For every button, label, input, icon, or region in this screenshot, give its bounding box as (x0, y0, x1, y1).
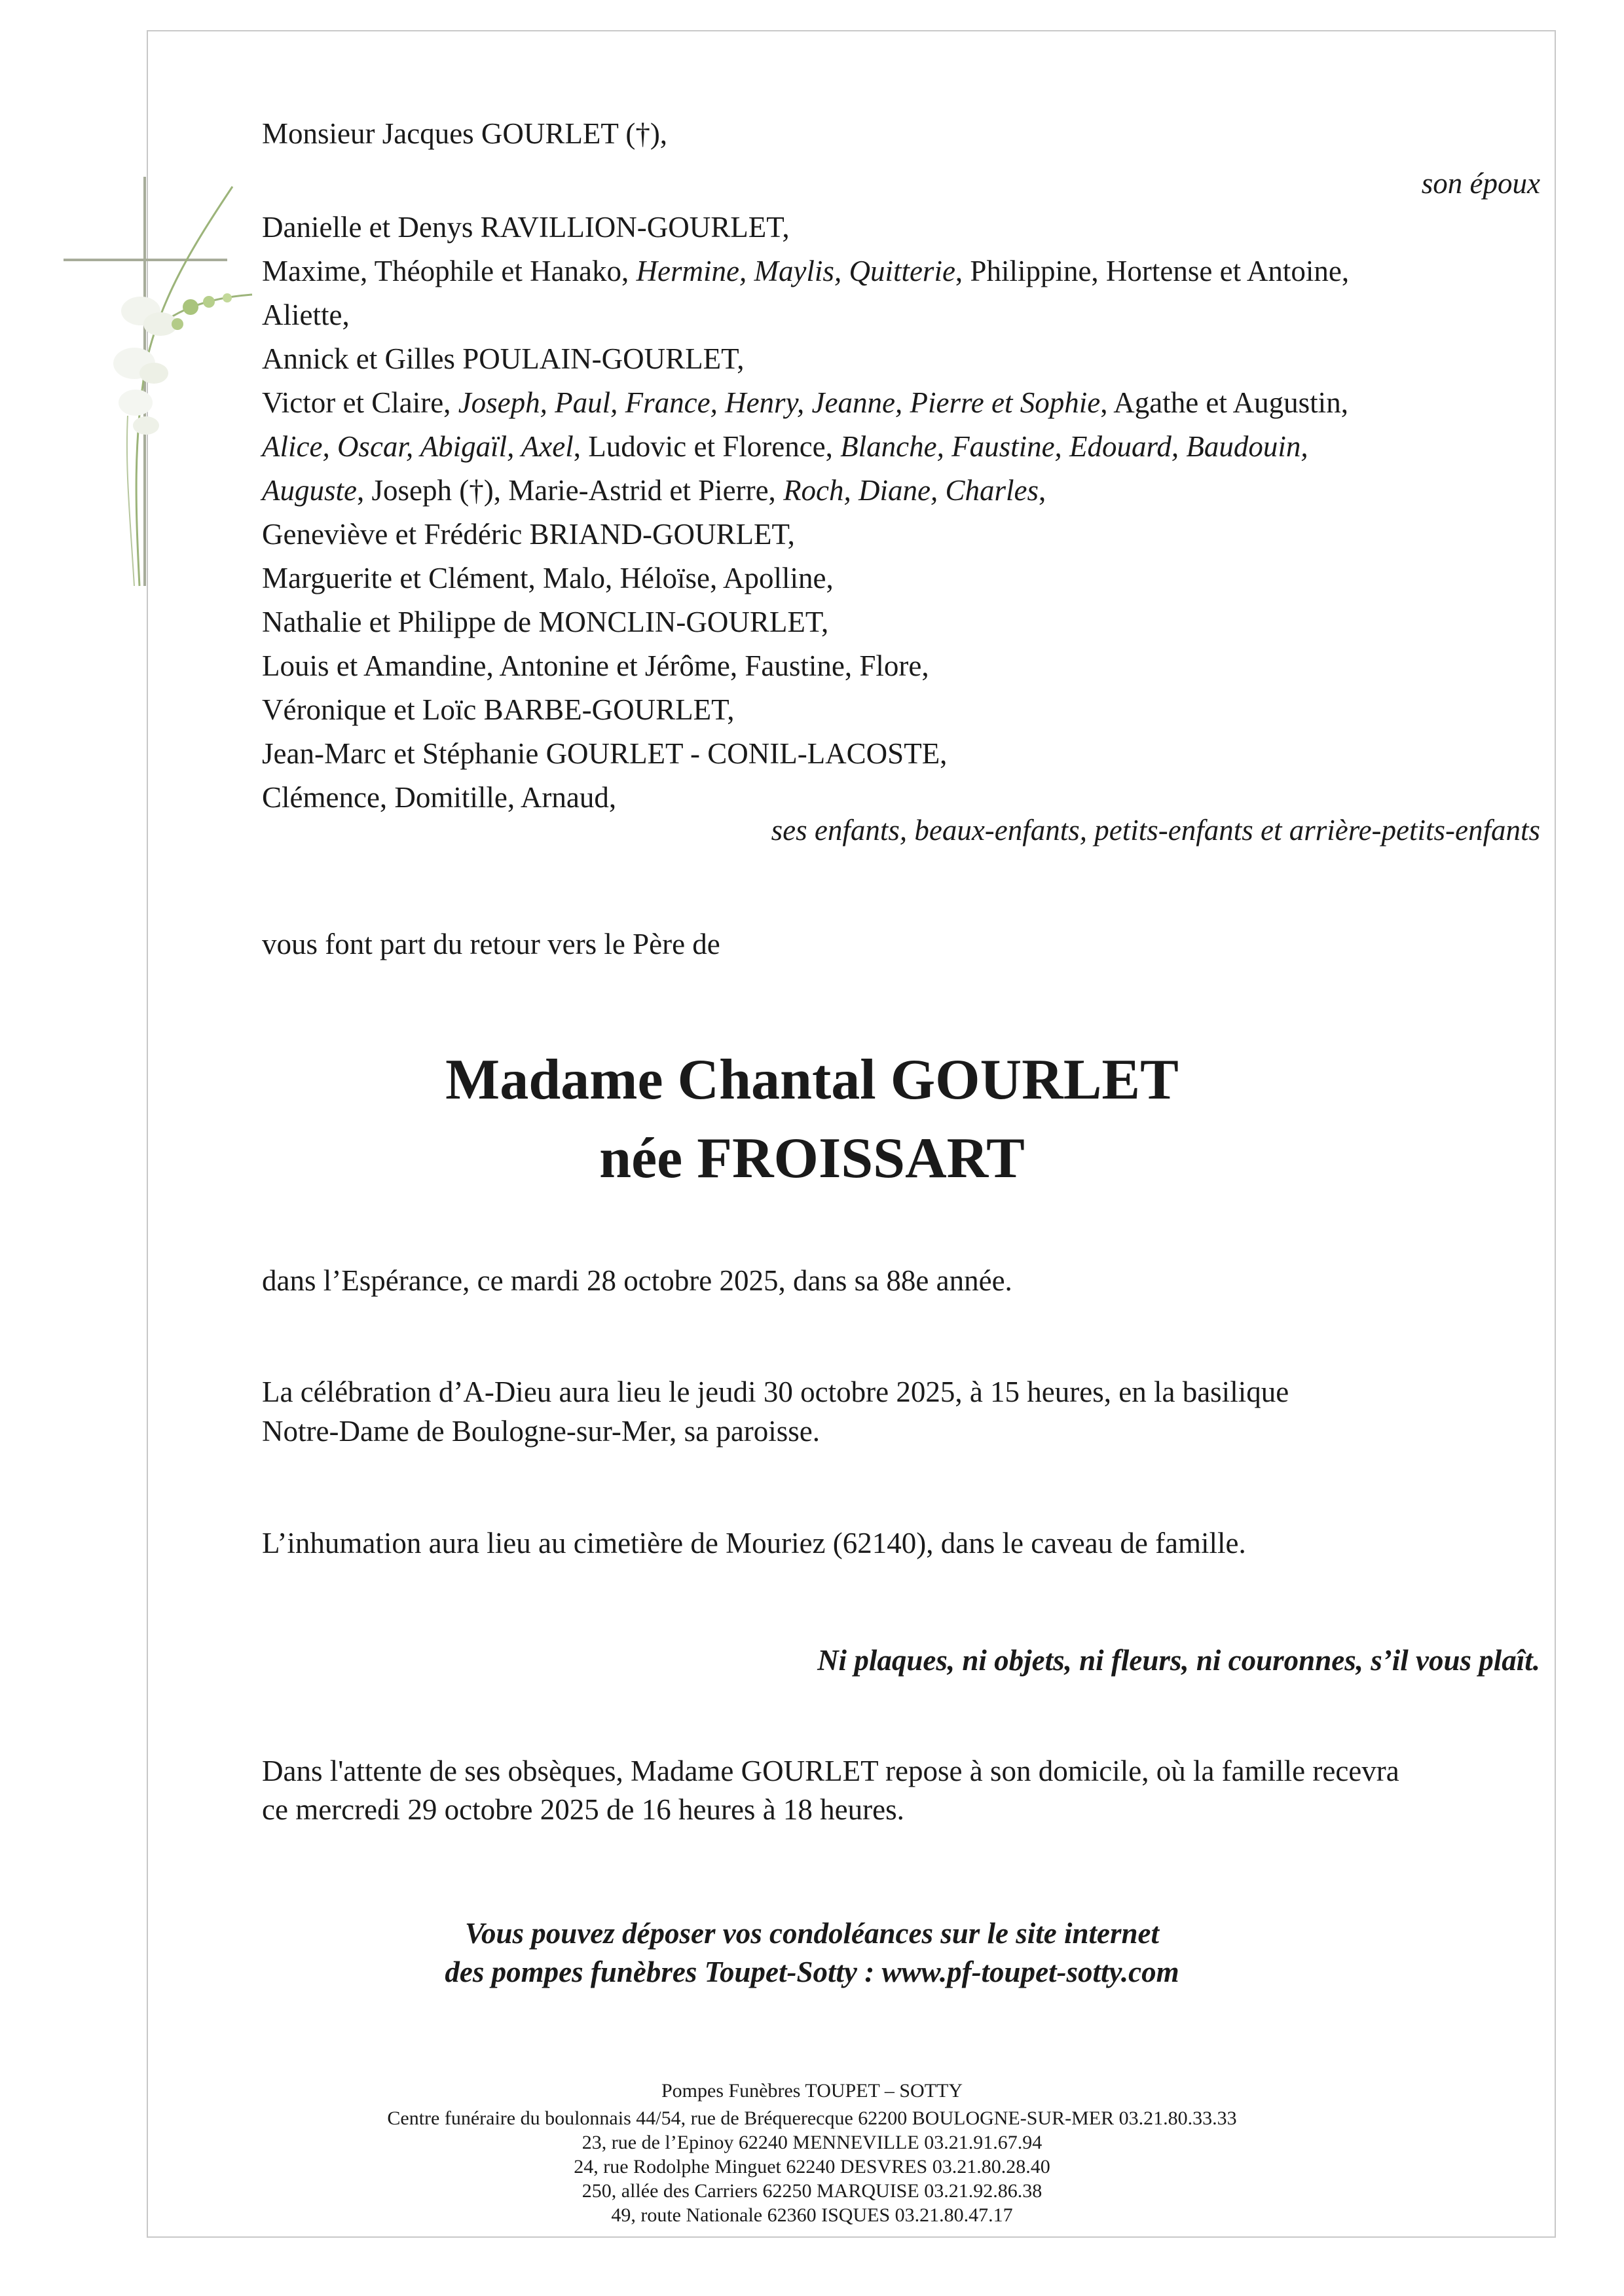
family-name: , Joseph (†), Marie-Astrid et Pierre, (356, 474, 784, 507)
family-name-italic: Blanche, Faustine, Edouard, Baudouin, (840, 430, 1308, 463)
family-name: , (1039, 474, 1046, 507)
address-line: 24, rue Rodolphe Minguet 62240 DESVRES 03.21.80.28.40 (574, 2156, 1050, 2178)
visit-line-2: ce mercredi 29 octobre 2025 de 16 heures à 18 heures. (262, 1793, 904, 1826)
family-line (262, 556, 834, 601)
family-line (262, 424, 1308, 469)
family-line (262, 468, 1046, 513)
family-role: ses enfants, beaux-enfants, petits-enfants et arrière-petits-enfants (771, 814, 1540, 847)
family-name: Danielle et Denys RAVILLION-GOURLET, (262, 211, 790, 244)
family-name-italic: Hermine, Maylis, Quitterie (636, 255, 955, 287)
company-name: Pompes Funèbres TOUPET – SOTTY (661, 2080, 963, 2102)
family-line (262, 731, 947, 776)
address-line: 49, route Nationale 62360 ISQUES 03.21.80.47.17 (611, 2204, 1013, 2226)
no-flowers-notice: Ni plaques, ni objets, ni fleurs, ni couronnes, s’il vous plaît. (817, 1644, 1540, 1677)
family-name-italic: Auguste (262, 474, 357, 507)
family-name: Victor et Claire, (262, 386, 458, 419)
address-line: 250, allée des Carriers 62250 MARQUISE 03.21.92.86.38 (581, 2180, 1043, 2202)
family-name-italic: Roch, Diane, Charles (783, 474, 1039, 507)
family-line (262, 512, 795, 557)
family-name: Clémence, Domitille, Arnaud, (262, 781, 617, 814)
family-name: Maxime, Théophile et Hanako, (262, 255, 637, 287)
spouse-role: son époux (1421, 167, 1540, 200)
family-line (262, 293, 350, 338)
family-name: Geneviève et Frédéric BRIAND-GOURLET, (262, 518, 795, 551)
family-name: Marguerite et Clément, Malo, Héloïse, Apolline, (262, 562, 834, 594)
address-line: 23, rue de l’Epinoy 62240 MENNEVILLE 03.21.91.67.94 (581, 2132, 1043, 2153)
burial-line: L’inhumation aura lieu au cimetière de Mouriez (62140), dans le caveau de famille. (262, 1527, 1246, 1559)
family-name: Aliette, (262, 299, 350, 331)
family-line (262, 687, 735, 733)
death-line: dans l’Espérance, ce mardi 28 octobre 2025, dans sa 88e année. (262, 1264, 1012, 1297)
family-line (262, 337, 745, 382)
address-line: Centre funéraire du boulonnais 44/54, rue de Bréquerecque 62200 BOULOGNE-SUR-MER 03.21.80.33.33 (387, 2107, 1237, 2129)
family-line (262, 644, 929, 689)
ceremony-line-1: La célébration d’A-Dieu aura lieu le jeudi 30 octobre 2025, à 15 heures, en la basilique (262, 1376, 1289, 1408)
family-line (262, 380, 1348, 426)
ceremony-line-2: Notre-Dame de Boulogne-sur-Mer, sa paroisse. (262, 1415, 821, 1448)
intro-line: vous font part du retour vers le Père de (262, 928, 720, 960)
deceased-name: Madame Chantal GOURLET (445, 1048, 1179, 1112)
family-name-italic: Joseph, Paul, France, Henry, Jeanne, Pierre et Sophie (458, 386, 1101, 419)
maiden-name: née FROISSART (599, 1127, 1025, 1190)
family-name: , Agathe et Augustin, (1100, 386, 1348, 419)
family-name: , Ludovic et Florence, (573, 430, 841, 463)
condolence-line-2: des pompes funèbres Toupet-Sotty : www.pf-toupet-sotty.com (445, 1956, 1179, 1988)
family-name: Jean-Marc et Stéphanie GOURLET - CONIL-LACOSTE, (262, 737, 948, 770)
cross-orchid-decoration (62, 167, 278, 592)
family-name: Véronique et Loïc BARBE-GOURLET, (262, 693, 735, 726)
condolence-line-1: Vous pouvez déposer vos condoléances sur le site internet (464, 1917, 1159, 1950)
family-name: Nathalie et Philippe de MONCLIN-GOURLET, (262, 606, 829, 638)
family-name: Louis et Amandine, Antonine et Jérôme, Faustine, Flore, (262, 649, 929, 682)
family-line (262, 600, 828, 645)
family-name: Annick et Gilles POULAIN-GOURLET, (262, 342, 745, 375)
family-line (262, 775, 616, 820)
family-line (262, 249, 1349, 294)
spouse-line: Monsieur Jacques GOURLET (†), (262, 117, 668, 150)
family-line (262, 205, 790, 250)
family-name: , Philippine, Hortense et Antoine, (955, 255, 1350, 287)
visit-line-1: Dans l'attente de ses obsèques, Madame GOURLET repose à son domicile, où la famille recevra (262, 1755, 1399, 1787)
family-name-italic: Alice, Oscar, Abigaïl, Axel (262, 430, 574, 463)
